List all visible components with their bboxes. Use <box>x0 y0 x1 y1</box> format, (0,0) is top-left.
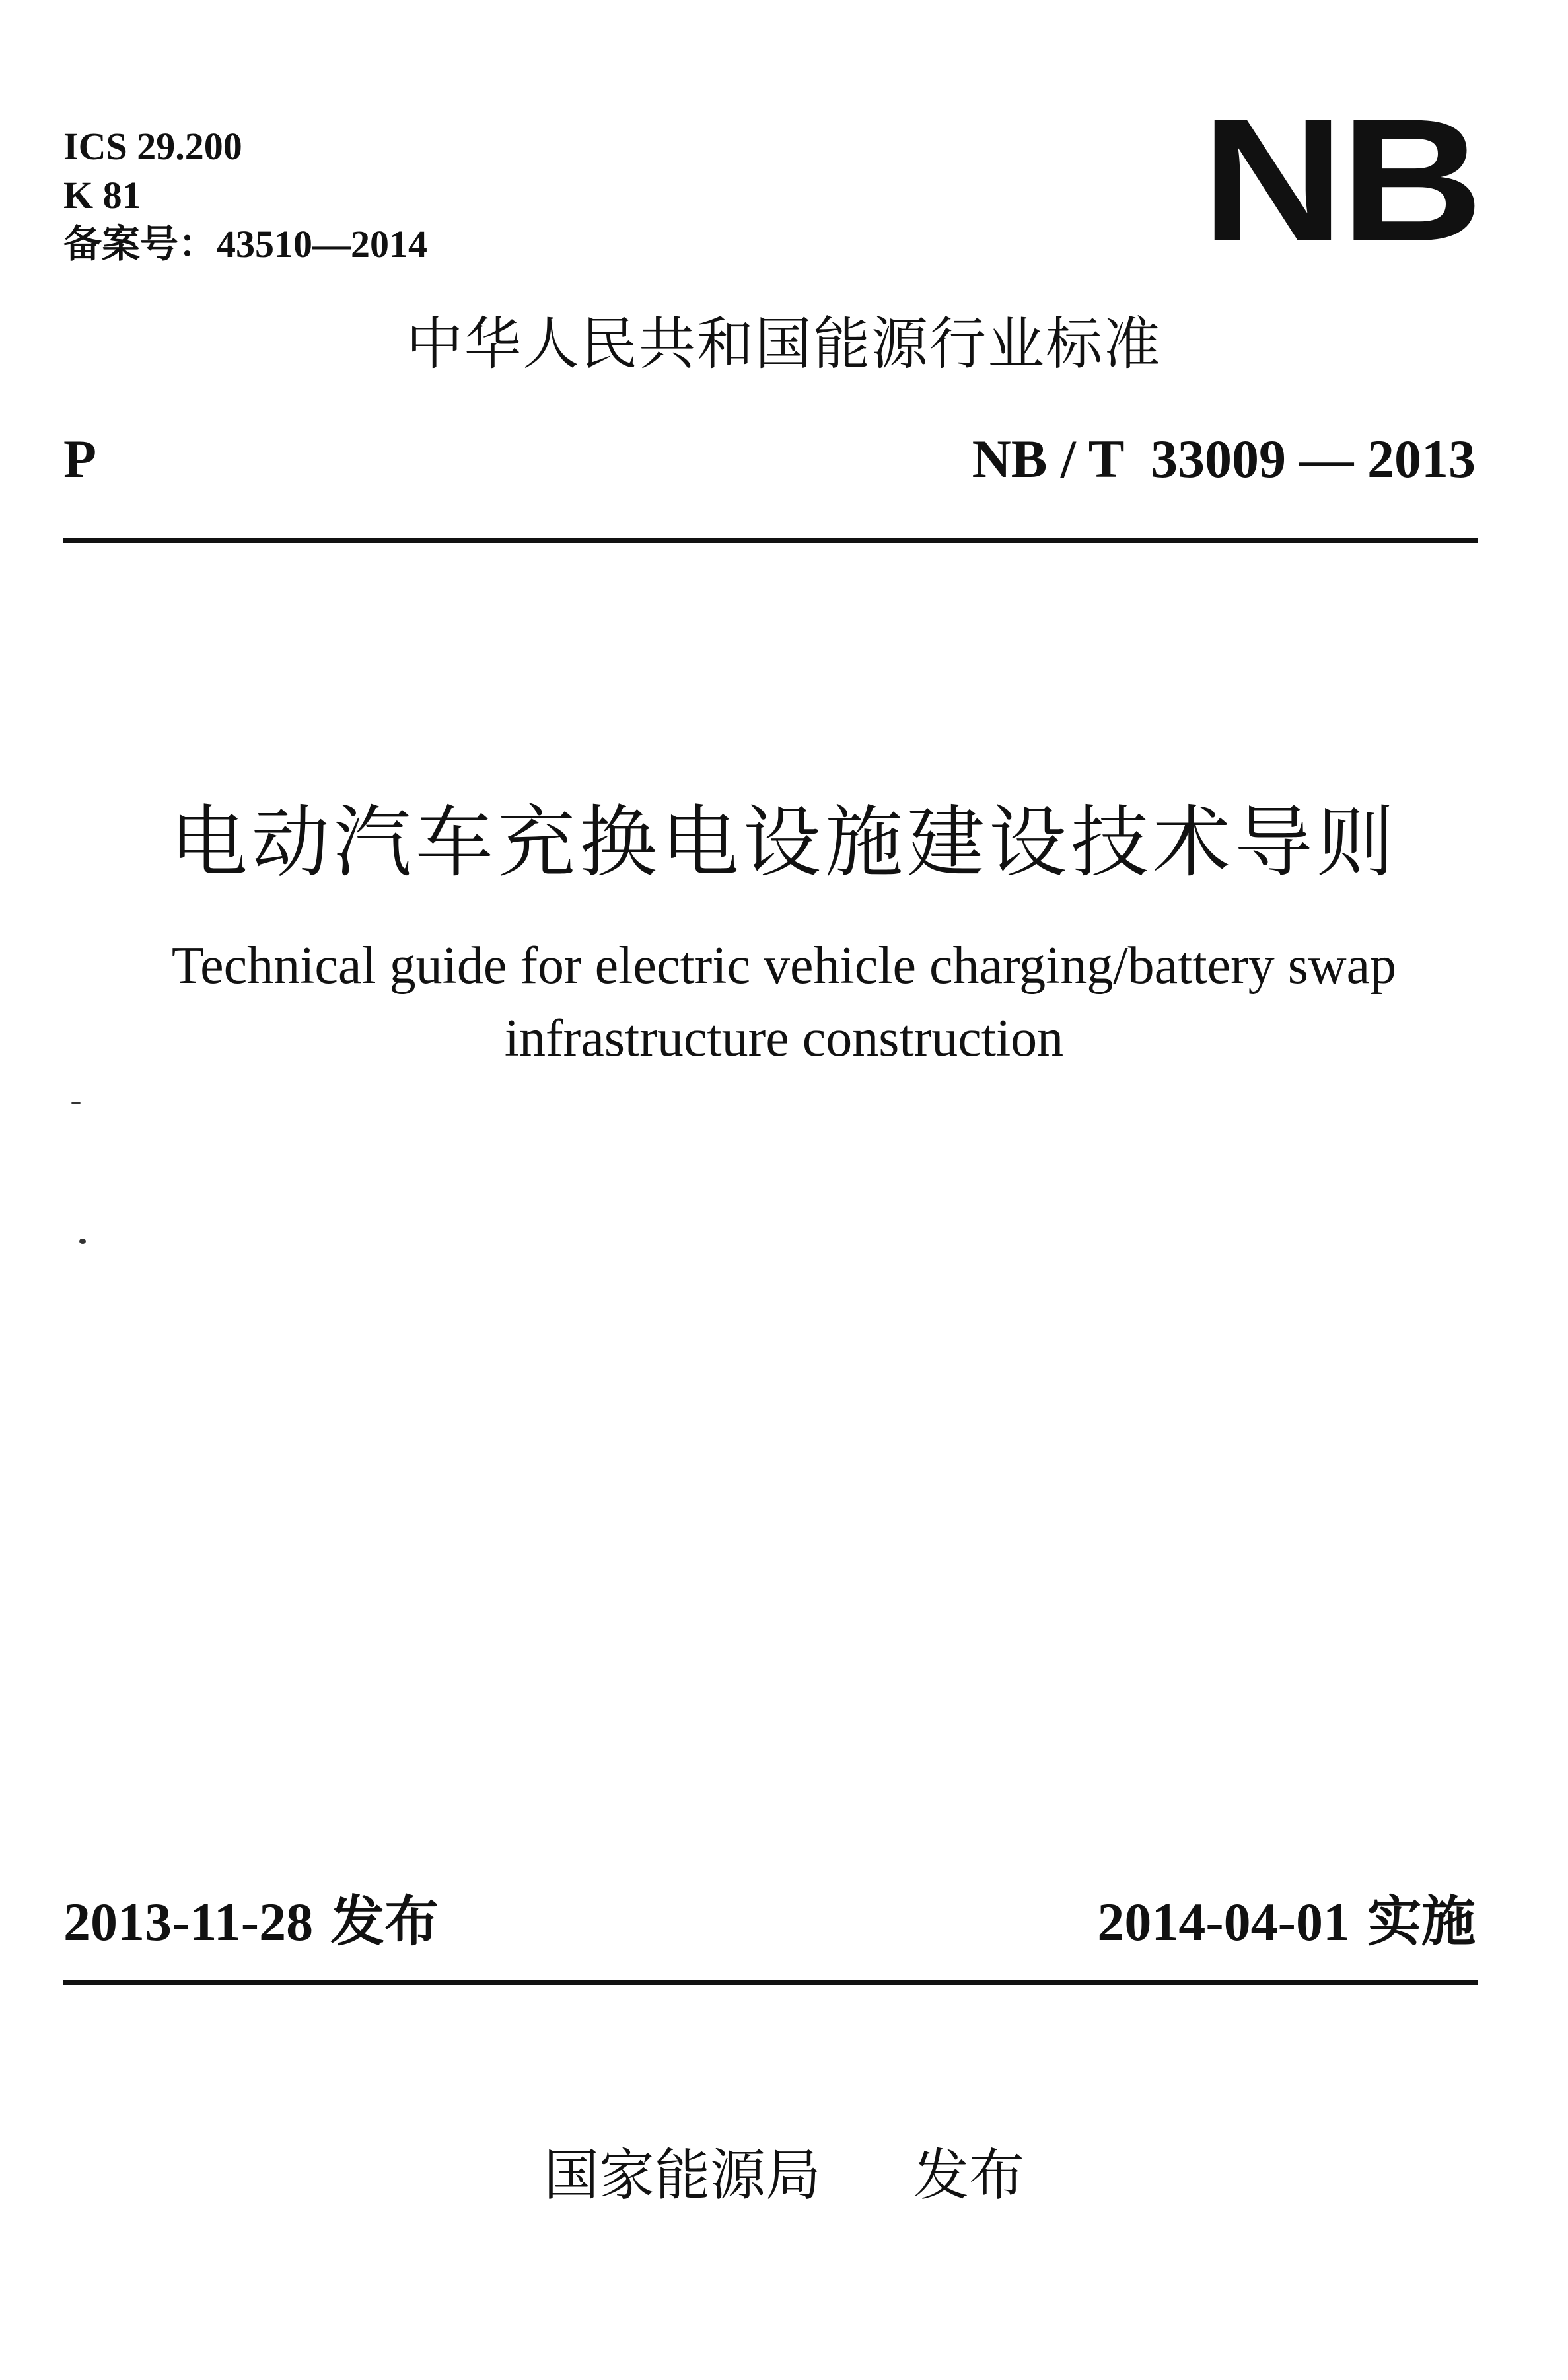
nb-logo: NB <box>1201 82 1479 277</box>
scan-speck <box>71 1102 81 1104</box>
top-divider <box>63 538 1478 543</box>
publisher-name: 国家能源局 <box>543 2143 821 2208</box>
title-english-line-2: infrastructure construction <box>504 1009 1064 1067</box>
implement-date: 2014-04-01 <box>1097 1892 1350 1952</box>
filing-number: 备案号：43510—2014 <box>63 223 428 266</box>
title-chinese: 电动汽车充换电设施建设技术导则 <box>169 797 1398 888</box>
clc-code: K 81 <box>63 174 141 217</box>
publisher-label: 发布 <box>913 2143 1025 2208</box>
publisher-line <box>0 2139 1568 2212</box>
issue-label: 发布 <box>330 1891 439 1953</box>
scan-speck <box>79 1239 86 1244</box>
implement-date-line <box>1097 1886 1476 1959</box>
standard-number: NB / T 33009 — 2013 <box>972 429 1476 489</box>
title-english-line-1: Technical guide for electric vehicle charging/battery swap <box>171 937 1397 995</box>
standard-type-title: 中华人民共和国能源行业标准 <box>406 311 1162 377</box>
ics-code: ICS 29.200 <box>63 125 242 168</box>
issue-date: 2013-11-28 <box>63 1892 314 1952</box>
bottom-divider <box>63 1980 1478 1985</box>
issue-date-line <box>63 1886 439 1959</box>
implement-label: 实施 <box>1367 1891 1476 1953</box>
standard-category: P <box>63 429 97 489</box>
